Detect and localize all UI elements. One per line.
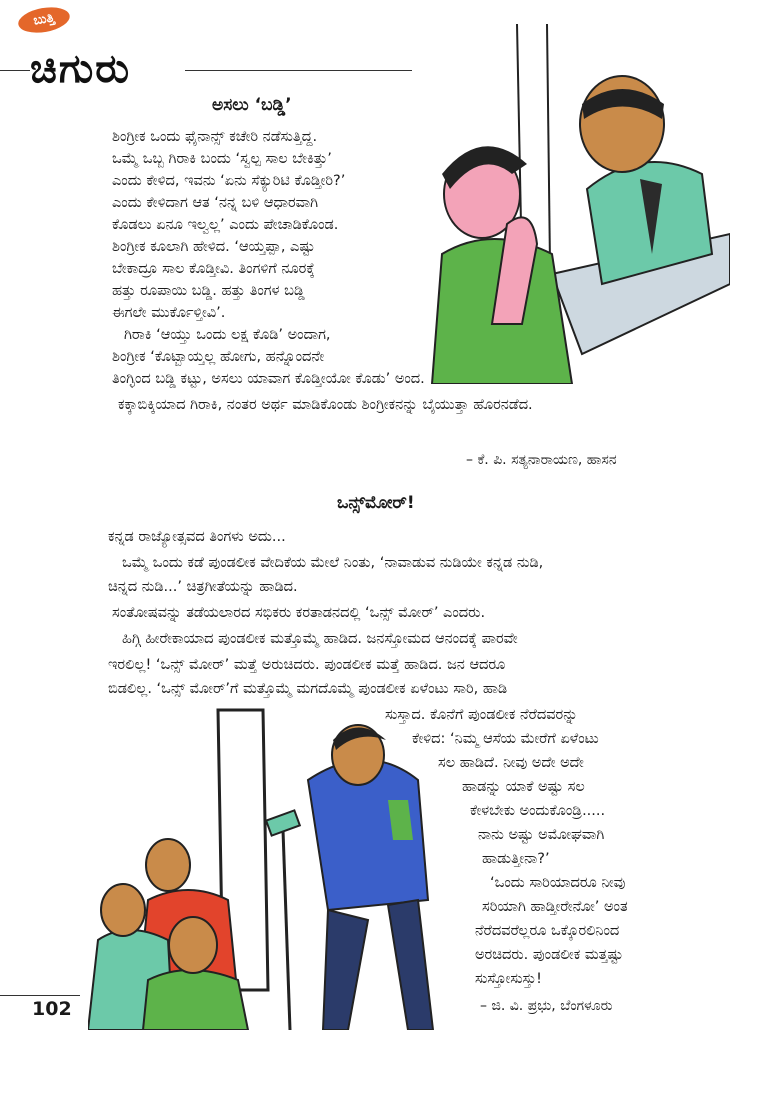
page-number: 102 [32,998,72,1020]
financier-illustration [412,24,730,384]
story-line: ಶಿಂಗ್ರೀಕ ‘ಕೊಟ್ಬಾಯ್ತಲ್ಲ ಹೋಗು, ಹನ್ನೊಂದನೇ [112,349,325,365]
story-line: ಸುಸ್ತೋಸುಸ್ತು! [475,971,542,987]
story-line: ಒಮ್ಮೆ ಒಬ್ಬ ಗಿರಾಕಿ ಬಂದು ‘ಸ್ವಲ್ಪ ಸಾಲ ಬೇಕಿತ್ತು’ [112,151,332,167]
story-line: ಕೇಳಿದ: ‘ನಿಮ್ಮ ಆಸೆಯ ಮೇರೆಗೆ ಏಳೆಂಟು [412,731,599,747]
story-line: ಇರಲಿಲ್ಲ! ‘ಒನ್ಸ್ ಮೋರ್’ ಮತ್ತೆ ಅರುಚಿದರು. ಪುಂಡಲೀಕ ಮತ್ತೆ ಹಾಡಿದ. ಜನ ಆದರೂ [108,657,506,673]
footer-rule [0,995,80,996]
story-line: ಚಿನ್ನದ ನುಡಿ...’ ಚಿತ್ರಗೀತೆಯನ್ನು ಹಾಡಿದ. [108,579,298,595]
story-line: ನಾನು ಅಷ್ಟು ಅಮೋಘವಾಗಿ [478,827,605,843]
story-title: ಅಸಲು ‘ಬಡ್ಡಿ’ [212,95,292,115]
story-line: ಸಂತೋಷವನ್ನು ತಡೆಯಲಾರದ ಸಭಿಕರು ಕರತಾಡನದಲ್ಲಿ ‘ಒನ್ಸ್ ಮೋರ್’ ಎಂದರು. [112,605,486,621]
story-line: ಕಕ್ಕಾಬಿಕ್ಕಿಯಾದ ಗಿರಾಕಿ, ನಂತರ ಅರ್ಥ ಮಾಡಿಕೊಂಡು ಶಿಂಗ್ರೀಕನನ್ನು ಬೈಯುತ್ತಾ ಹೊರನಡೆದ. [118,397,533,413]
story-line: ಎಂದು ಕೇಳಿದಾಗ ಆತ ‘ನನ್ನ ಬಳಿ ಆಧಾರವಾಗಿ [112,195,319,211]
publication-logo-small: ಬುತ್ತಿ [16,4,71,37]
section-logo: ಚಿಗುರು [30,45,132,92]
story-line: ಬೇಕಾದ್ರೂ ಸಾಲ ಕೊಡ್ತೀವಿ. ತಿಂಗಳಿಗೆ ನೂರಕ್ಕೆ [112,261,315,277]
story-line: ಈಗಲೇ ಮುರ್ಕೊಳ್ತೀವಿ’. [112,305,226,321]
story-line: ಹಿಗ್ಗಿ ಹೀರೇಕಾಯಾದ ಪುಂಡಲೀಕ ಮತ್ತೊಮ್ಮೆ ಹಾಡಿದ. ಜನಸ್ತೋಮದ ಆನಂದಕ್ಕೆ ಪಾರವೇ [122,631,518,647]
story-line: ಸುಸ್ತಾದ. ಕೊನೆಗೆ ಪುಂಡಲೀಕ ನೆರೆದವರನ್ನು [385,707,578,723]
story-line: ಹತ್ತು ರೂಪಾಯಿ ಬಡ್ಡಿ. ಹತ್ತು ತಿಂಗಳ ಬಡ್ಡಿ [112,283,305,299]
story-line: ಕನ್ನಡ ರಾಜ್ಯೋತ್ಸವದ ತಿಂಗಳು ಅದು... [108,529,286,545]
story-line: ‘ಒಂದು ಸಾರಿಯಾದರೂ ನೀವು [490,875,626,891]
story-line: ಸರಿಯಾಗಿ ಹಾಡ್ತೀರೇನೋ’ ಅಂತ [482,899,628,915]
story-line: ಶಿಂಗ್ರೀಕ ಒಂದು ಫೈನಾನ್ಸ್ ಕಚೇರಿ ನಡೆಸುತ್ತಿದ್ದ. [112,129,318,145]
story-line: ಅರಚಿದರು. ಪುಂಡಲೀಕ ಮತ್ತಷ್ಟು [475,947,624,963]
story-line: ಸಲ ಹಾಡಿದೆ. ನೀವು ಅದೇ ಅದೇ [438,755,584,771]
story-line: ಹಾಡುತ್ತೀನಾ?’ [482,851,550,867]
header-rule-left [0,70,30,71]
story-line: ಎಂದು ಕೇಳಿದ, ಇವನು ‘ಏನು ಸೆಕ್ಯುರಿಟಿ ಕೊಡ್ತೀರಿ?’ [112,173,346,189]
story-line: ಒಮ್ಮೆ ಒಂದು ಕಡೆ ಪುಂಡಲೀಕ ವೇದಿಕೆಯ ಮೇಲೆ ನಿಂತು, ‘ನಾವಾಡುವ ನುಡಿಯೇ ಕನ್ನಡ ನುಡಿ, [122,555,544,571]
story-line: ಶಿಂಗ್ರೀಕ ಕೂಲಾಗಿ ಹೇಳಿದ. ‘ಆಯ್ತಪ್ಪಾ, ಎಷ್ಟು [112,239,315,255]
story-line: ಹಾಡನ್ನು ಯಾಕೆ ಅಷ್ಟು ಸಲ [462,779,585,795]
story-credit: – ಜಿ. ವಿ. ಪ್ರಭು, ಬೆಂಗಳೂರು [480,998,613,1014]
story-line: ತಿಂಗ್ಳಿಂದ ಬಡ್ಡಿ ಕಟ್ಟು, ಅಸಲು ಯಾವಾಗ ಕೊಡ್ತೀಯೋ ಕೊಡು’ ಅಂದ. [112,371,425,387]
story-line: ಕೊಡಲು ಏನೂ ಇಲ್ವಲ್ಲ’ ಎಂದು ಪೇಚಾಡಿಕೊಂಡ. [112,217,339,233]
story-line: ಬಿಡಲಿಲ್ಲ. ‘ಒನ್ಸ್ ಮೋರ್’ಗೆ ಮತ್ತೊಮ್ಮೆ ಮಗದೊಮ್ಮೆ ಪುಂಡಲೀಕ ಏಳೆಂಟು ಸಾರಿ, ಹಾಡಿ [108,681,508,697]
story-credit: – ಕೆ. ಪಿ. ಸತ್ಯನಾರಾಯಣ, ಹಾಸನ [466,452,617,468]
story-line: ನೆರೆದವರೆಲ್ಲರೂ ಒಕ್ಕೊರಲಿನಿಂದ [475,923,620,939]
story-title: ಒನ್ಸ್‌ಮೋರ್! [337,493,415,513]
story-line: ಕೇಳಬೇಕು ಅಂದುಕೊಂಡ್ರಿ..... [470,803,606,819]
story-line: ಗಿರಾಕಿ ‘ಆಯ್ತು ಒಂದು ಲಕ್ಷ ಕೊಡಿ’ ಅಂದಾಗ, [124,327,331,343]
header-rule-right [185,70,413,71]
singer-illustration [88,700,468,1030]
